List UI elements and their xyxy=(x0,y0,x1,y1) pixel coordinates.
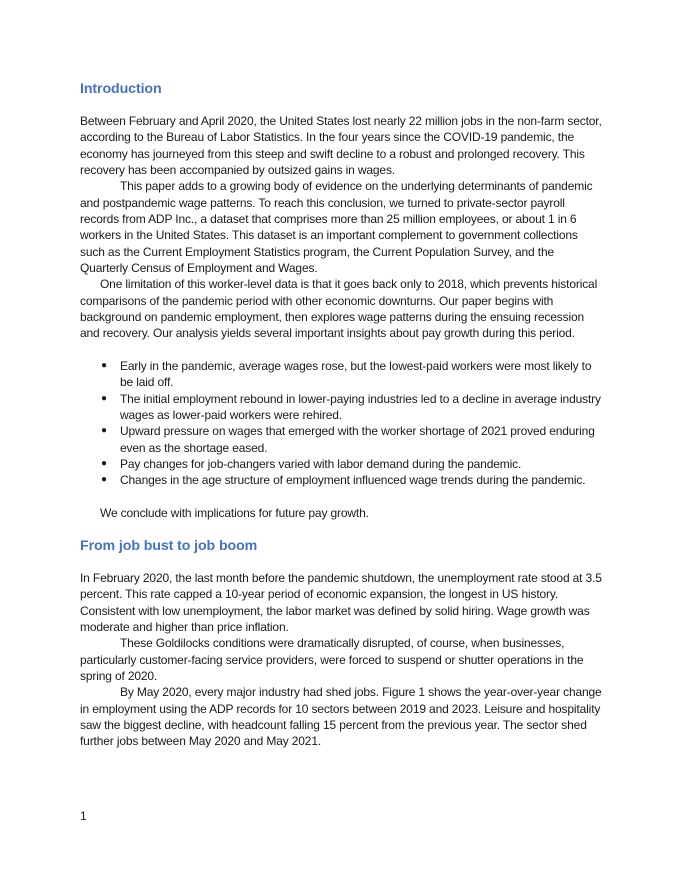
list-item xyxy=(80,358,605,391)
list-item-text: Upward pressure on wages that emerged with the worker shortage of 2021 proved enduring even as the shortage eased. xyxy=(120,424,595,455)
intro-conclusion: We conclude with implications for future pay growth. xyxy=(100,505,369,520)
bust-paragraph-1: In February 2020, the last month before the pandemic shutdown, the unemployment rate stood at 3.5 percent. This rate capped a 10-year period of economic expansion, the longest in US history. Consistent with low unemployment, the labor market was defined by solid hiring. Wage growth was moderate and higher than price inflation. xyxy=(80,570,602,634)
bullet-icon: ● xyxy=(101,425,107,437)
section-heading-job-bust: From job bust to job boom xyxy=(80,537,258,554)
section-heading-introduction: Introduction xyxy=(80,81,162,97)
bust-paragraph-2: These Goldilocks conditions were dramatically disrupted, of course, when businesses, particularly customer-facing service providers, were forced to suspend or shutter operations in the spring of 2020. xyxy=(80,636,584,683)
bullet-icon: ● xyxy=(101,359,107,371)
list-item-text: The initial employment rebound in lower-paying industries led to a decline in average industry wages as lower-paid workers were rehired. xyxy=(120,391,601,422)
list-item-text: Early in the pandemic, average wages rose, but the lowest-paid workers were most likely to be laid off. xyxy=(120,358,592,390)
intro-paragraph-3: One limitation of this worker-level data is that it goes back only to 2018, which prevents historical comparisons of the pandemic period with other economic downturns. Our paper begins with background on pandemic employment, then explores wage patterns during the ensuing recession and recovery. Our analysis yields several important insights about pay growth during this period. xyxy=(80,277,598,341)
list-item xyxy=(80,472,605,488)
list-item-text: Pay changes for job-changers varied with labor demand during the pandemic. xyxy=(120,456,522,471)
list-item-text: Changes in the age structure of employment influenced wage trends during the pandemic. xyxy=(120,473,586,488)
page-number: 1 xyxy=(80,809,87,823)
bust-paragraph-3: By May 2020, every major industry had shed jobs. Figure 1 shows the year-over-year change in employment using the ADP records for 10 sectors between 2019 and 2023. Leisure and hospitality saw the biggest decline, with headcount falling 15 percent from the previous year. The sector shed further jobs between May 2020 and May 2021. xyxy=(80,685,602,749)
intro-paragraph-2: This paper adds to a growing body of evidence on the underlying determinants of pandemic and postpandemic wage patterns. To reach this conclusion, we turned to private-sector payroll records from ADP Inc., a dataset that comprises more than 25 million employees, or about 1 in 6 workers in the United States. This dataset is an important complement to government collections such as the Current Employment Statistics program, the Current Population Survey, and the Quarterly Census of Employment and Wages. xyxy=(80,179,593,276)
bullet-icon: ● xyxy=(101,474,107,486)
findings-list xyxy=(80,358,605,489)
list-item xyxy=(80,456,605,472)
list-item xyxy=(80,391,605,424)
bullet-icon: ● xyxy=(101,392,107,404)
intro-paragraph-1: Between February and April 2020, the United States lost nearly 22 million jobs in the non-farm sector, according to the Bureau of Labor Statistics. In the four years since the COVID-19 pandemic, the economy has journeyed from this steep and swift decline to a robust and prolonged recovery. This recovery has been accompanied by outsized gains in wages. xyxy=(80,114,602,178)
document-page xyxy=(80,78,605,750)
bullet-icon: ● xyxy=(101,457,107,469)
list-item xyxy=(80,423,605,456)
